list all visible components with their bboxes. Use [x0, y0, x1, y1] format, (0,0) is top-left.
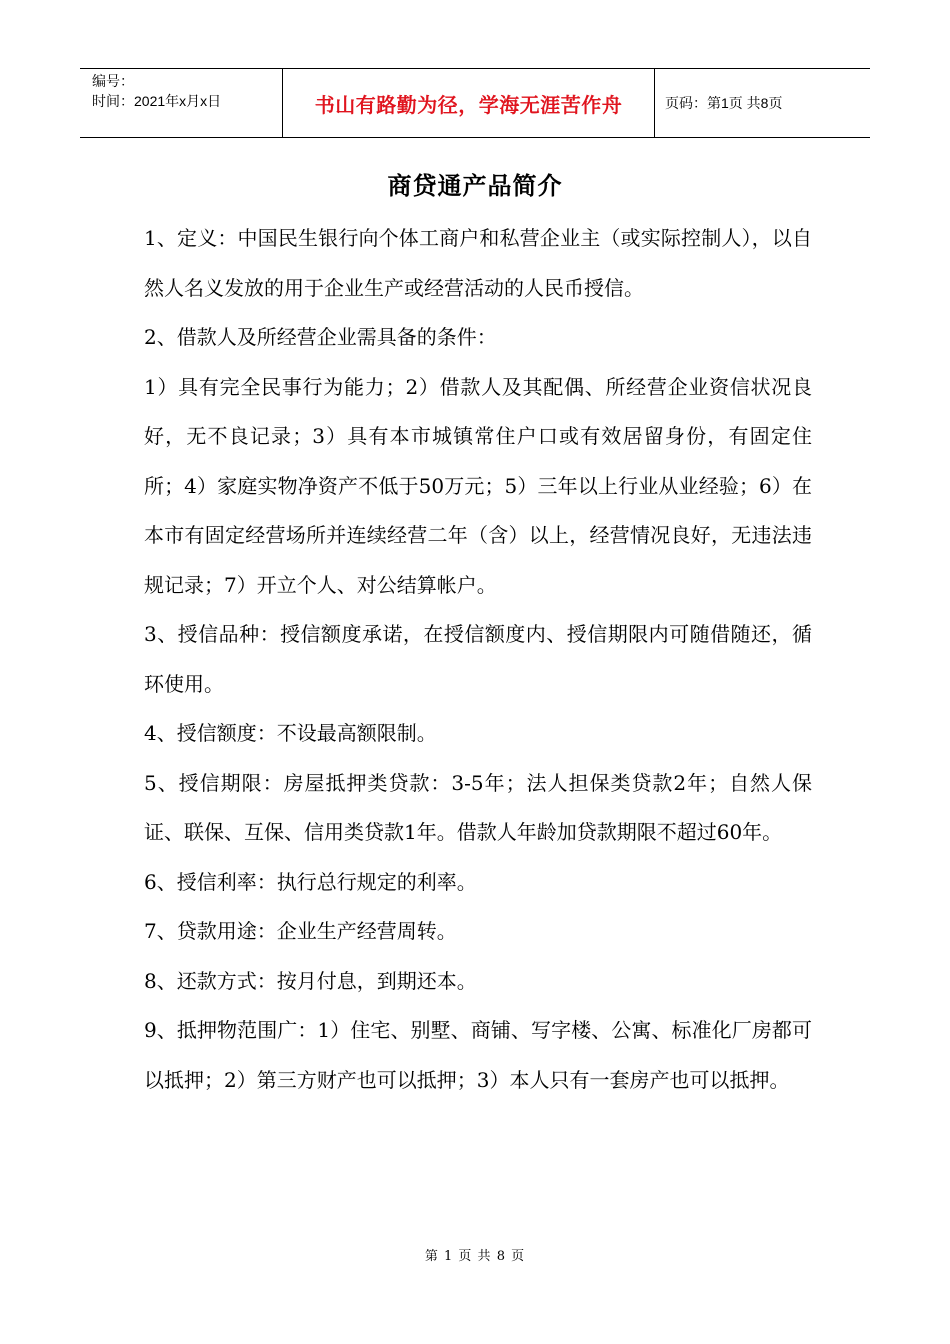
- paragraph-conditions-list: 1）具有完全民事行为能力；2）借款人及其配偶、所经营企业资信状况良好，无不良记录；3）具有本市城镇常住户口或有效居留身份，有固定住所；4）家庭实物净资产不低于50万元；5）三年以上行业从业经验；6）在本市有固定经营场所并连续经营二年（含）以上，经营情况良好，无违法违规记录；7）开立个人、对公结算帐户。: [144, 374, 812, 597]
- header-page-cell: [655, 69, 870, 137]
- paragraph-credit-amount: 4、授信额度：不设最高额限制。: [144, 721, 437, 745]
- header-meta-cell: [80, 69, 283, 137]
- header-page-info: 页码：第1页 共8页: [665, 95, 783, 111]
- paragraph-conditions-heading: 2、借款人及所经营企业需具备的条件：: [144, 325, 497, 349]
- paragraph-interest-rate: 6、授信利率：执行总行规定的利率。: [144, 869, 477, 894]
- document-date-label: 时间：2021年x月x日: [92, 93, 222, 109]
- header-motto-cell: [283, 69, 655, 137]
- paragraph-repayment: 8、还款方式：按月付息，到期还本。: [144, 968, 477, 993]
- paragraph-definition: 1、定义：中国民生银行向个体工商户和私营企业主（或实际控制人），以自然人名义发放的用于企业生产或经营活动的人民币授信。: [144, 226, 812, 300]
- header-motto: 书山有路勤为径，学海无涯苦作舟: [314, 92, 623, 117]
- header-table: [80, 68, 870, 138]
- paragraph-collateral: 9、抵押物范围广：1）住宅、别墅、商铺、写字楼、公寓、标准化厂房都可以抵押；2）第三方财产也可以抵押；3）本人只有一套房产也可以抵押。: [144, 1018, 812, 1092]
- page-footer: 第 1 页 共 8 页: [424, 1249, 526, 1264]
- paragraph-loan-purpose: 7、贷款用途：企业生产经营周转。: [144, 919, 457, 943]
- document-number-label: 编号：: [92, 73, 134, 89]
- document-title: 商贷通产品简介: [387, 172, 563, 200]
- paragraph-credit-term: 5、授信期限：房屋抵押类贷款：3-5年；法人担保类贷款2年；自然人保证、联保、互保、信用类贷款1年。借款人年龄加贷款期限不超过60年。: [144, 770, 812, 844]
- paragraph-credit-type: 3、授信品种：授信额度承诺，在授信额度内、授信期限内可随借随还，循环使用。: [144, 622, 812, 696]
- document-body: [144, 214, 812, 1105]
